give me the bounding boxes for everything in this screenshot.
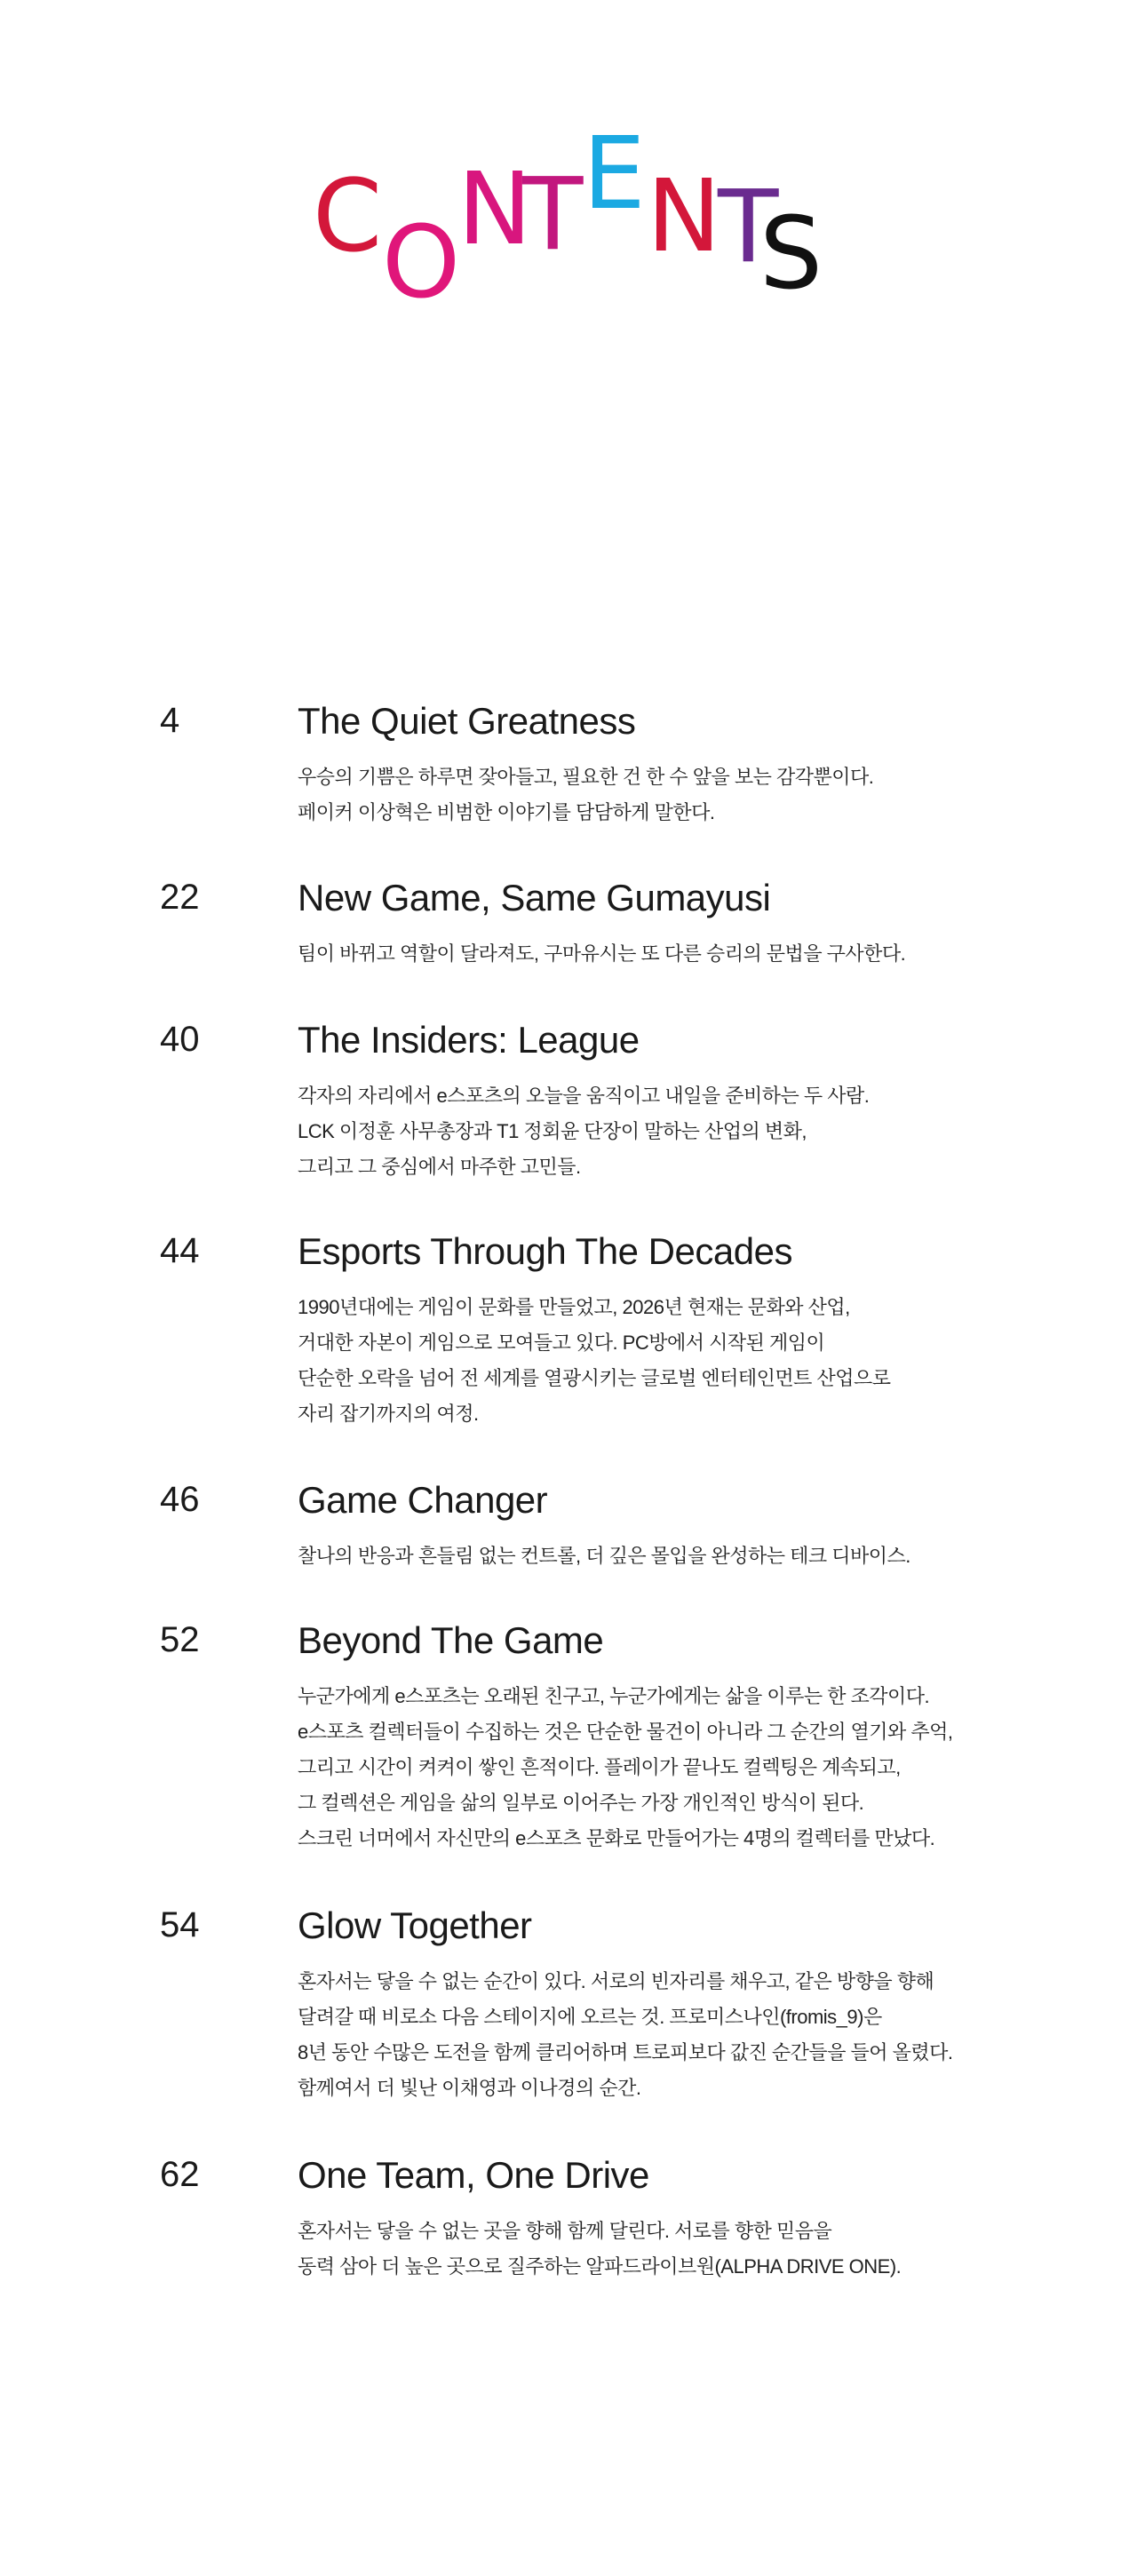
- entry-description: [298, 1078, 1079, 1185]
- description-line: 자리 잡기까지의 여정.: [298, 1403, 479, 1425]
- heading-letter-c: C: [313, 159, 383, 274]
- entry-title[interactable]: The Insiders: League: [298, 1019, 640, 1061]
- description-line: e스포츠 컬렉터들이 수집하는 것은 단순한 물건이 아니라 그 순간의 열기와 추억,: [298, 1721, 953, 1743]
- entry-description: [298, 936, 1079, 972]
- description-line: 페이커 이상혁은 비범한 이야기를 담담하게 말한다.: [298, 801, 715, 823]
- entry-description: [298, 1290, 1079, 1432]
- entry-title[interactable]: New Game, Same Gumayusi: [298, 877, 771, 918]
- description-line: 찰나의 반응과 흔들림 없는 컨트롤, 더 깊은 몰입을 완성하는 테크 디바이스.: [298, 1545, 910, 1567]
- heading-letter-n2: N: [647, 159, 721, 274]
- description-line: 팀이 바뀌고 역할이 달라져도, 구마유시는 또 다른 승리의 문법을 구사한다.: [298, 942, 906, 965]
- description-line: 누군가에게 e스포츠는 오래된 친구고, 누군가에게는 삶을 이루는 한 조각이다.: [298, 1685, 930, 1707]
- page-number: 62: [160, 2155, 200, 2194]
- heading-letter-t2: T: [718, 170, 779, 285]
- description-line: 거대한 자본이 게임으로 모여들고 있다. PC방에서 시작된 게임이: [298, 1332, 825, 1354]
- contents-heading: [0, 0, 1137, 355]
- entry-title[interactable]: Game Changer: [298, 1479, 548, 1521]
- page-number: 52: [160, 1620, 200, 1659]
- description-line: 8년 동안 수많은 도전을 함께 클리어하며 트로피보다 값진 순간들을 들어 올렸다.: [298, 2041, 953, 2063]
- heading-letter-n1: N: [457, 152, 532, 267]
- entry-title[interactable]: Glow Together: [298, 1904, 532, 1946]
- description-line: 1990년대에는 게임이 문화를 만들었고, 2026년 현재는 문화와 산업,: [298, 1296, 850, 1318]
- entry-description: [298, 1538, 1079, 1574]
- description-line: LCK 이정훈 사무총장과 T1 정회윤 단장이 말하는 산업의 변화,: [298, 1120, 807, 1142]
- description-line: 그리고 시간이 켜켜이 쌓인 흔적이다. 플레이가 끝나도 컬렉팅은 계속되고,: [298, 1756, 901, 1778]
- entry-title[interactable]: Esports Through The Decades: [298, 1230, 792, 1272]
- entry-description: [298, 1679, 1079, 1856]
- description-line: 각자의 자리에서 e스포츠의 오늘을 움직이고 내일을 준비하는 두 사람.: [298, 1085, 870, 1107]
- page-number: 22: [160, 878, 200, 917]
- heading-letter-o: O: [382, 205, 461, 321]
- page-number: 40: [160, 1020, 200, 1059]
- heading-letter-t1: T: [522, 157, 584, 273]
- description-line: 혼자서는 닿을 수 없는 곳을 향해 함께 달린다. 서로를 향한 믿음을: [298, 2220, 832, 2242]
- description-line: 그 컬렉션은 게임을 삶의 일부로 이어주는 가장 개인적인 방식이 된다.: [298, 1792, 864, 1814]
- heading-letter-s: S: [759, 196, 823, 312]
- entry-description: [298, 1964, 1079, 2106]
- description-line: 혼자서는 닿을 수 없는 순간이 있다. 서로의 빈자리를 채우고, 같은 방향을 향해: [298, 1970, 934, 1992]
- description-line: 우승의 기쁨은 하루면 잦아들고, 필요한 건 한 수 앞을 보는 감각뿐이다.: [298, 766, 874, 788]
- heading-letter-e: E: [583, 116, 646, 232]
- page-number: 44: [160, 1231, 200, 1270]
- page-number: 54: [160, 1905, 200, 1944]
- entry-description: [298, 2214, 1079, 2285]
- description-line: 스크린 너머에서 자신만의 e스포츠 문화로 만들어가는 4명의 컬렉터를 만났다.: [298, 1827, 935, 1849]
- entry-description: [298, 759, 1079, 831]
- description-line: 단순한 오락을 넘어 전 세계를 열광시키는 글로벌 엔터테인먼트 산업으로: [298, 1367, 891, 1389]
- entry-title[interactable]: One Team, One Drive: [298, 2154, 649, 2196]
- description-line: 동력 삼아 더 높은 곳으로 질주하는 알파드라이브원(ALPHA DRIVE ONE).: [298, 2255, 902, 2278]
- description-line: 함께여서 더 빛난 이채영과 이나경의 순간.: [298, 2077, 641, 2099]
- description-line: 달려갈 때 비로소 다음 스테이지에 오르는 것. 프로미스나인(fromis_9)은: [298, 2006, 882, 2028]
- entry-title[interactable]: Beyond The Game: [298, 1619, 604, 1661]
- entry-title[interactable]: The Quiet Greatness: [298, 700, 636, 742]
- page-number: 4: [160, 701, 180, 740]
- page-number: 46: [160, 1480, 200, 1519]
- description-line: 그리고 그 중심에서 마주한 고민들.: [298, 1156, 581, 1178]
